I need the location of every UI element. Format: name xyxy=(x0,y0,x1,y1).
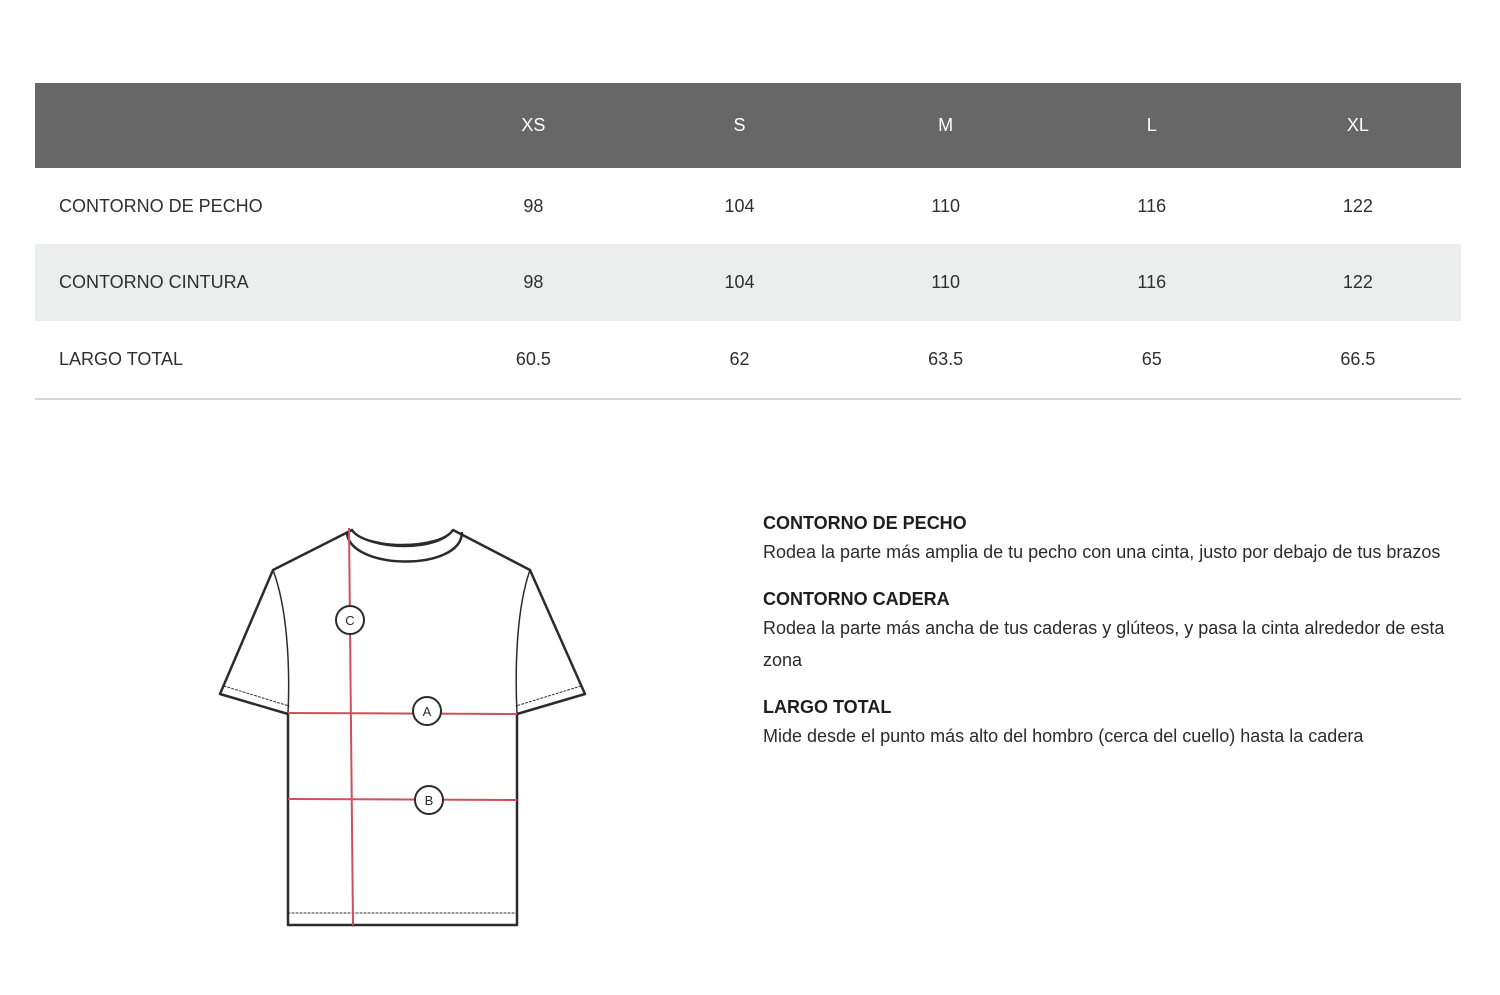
marker-a xyxy=(413,697,441,725)
table-cell: 98 xyxy=(430,244,636,321)
svg-text:C: C xyxy=(345,613,355,628)
table-cell: 110 xyxy=(843,244,1049,321)
table-cell: 110 xyxy=(931,195,960,216)
guide-item-length xyxy=(763,694,1463,752)
table-cell: 62 xyxy=(636,321,842,399)
guide-item-chest xyxy=(763,510,1463,568)
guide-item-hip xyxy=(763,586,1463,676)
table-cell: 98 xyxy=(523,195,544,216)
header-size-s: S xyxy=(636,83,842,168)
guide-text: Mide desde el punto más alto del hombro (cerca del cuello) hasta la cadera xyxy=(763,726,1364,746)
svg-text:B: B xyxy=(424,793,434,808)
table-cell: 122 xyxy=(1255,244,1461,321)
svg-text:A: A xyxy=(422,704,432,719)
header-size-l: L xyxy=(1049,83,1255,168)
marker-c xyxy=(336,606,364,634)
header-size-xs: XS xyxy=(430,83,636,168)
table-cell: 60.5 xyxy=(430,321,636,399)
tshirt-outline xyxy=(220,530,585,925)
size-chart-table xyxy=(35,83,1461,400)
header-label-cell xyxy=(35,83,430,168)
table-cell: 116 xyxy=(1049,244,1255,321)
table-row xyxy=(35,244,1461,321)
header-size-xl: XL xyxy=(1255,83,1461,168)
measurement-guide xyxy=(763,510,1463,770)
table-cell: 63.5 xyxy=(843,321,1049,399)
row-label: LARGO TOTAL xyxy=(35,321,430,399)
guide-text: Rodea la parte más ancha de tus caderas y glúteos, y pasa la cinta alrededor de esta zona xyxy=(763,618,1445,670)
size-header-row xyxy=(35,83,1461,168)
marker-b xyxy=(415,786,443,814)
row-label: CONTORNO DE PECHO xyxy=(59,195,263,216)
table-cell: 65 xyxy=(1049,321,1255,399)
table-cell: 122 xyxy=(1342,195,1373,216)
guide-title: LARGO TOTAL xyxy=(763,697,892,717)
chest-measure-line xyxy=(288,713,517,714)
guide-text: Rodea la parte más amplia de tu pecho con una cinta, justo por debajo de tus brazos xyxy=(763,542,1441,562)
table-cell: 104 xyxy=(636,244,842,321)
guide-title: CONTORNO CADERA xyxy=(763,589,950,609)
row-label: CONTORNO CINTURA xyxy=(35,244,430,321)
table-row xyxy=(35,168,1461,244)
header-size-m: M xyxy=(843,83,1049,168)
table-cell: 66.5 xyxy=(1255,321,1461,399)
table-cell: 104 xyxy=(724,195,755,216)
guide-title: CONTORNO DE PECHO xyxy=(763,513,967,533)
table-cell: 116 xyxy=(1137,195,1167,216)
hip-measure-line xyxy=(288,799,517,800)
tshirt-measurement-diagram xyxy=(210,520,595,935)
length-measure-line xyxy=(349,528,353,925)
table-row xyxy=(35,321,1461,399)
